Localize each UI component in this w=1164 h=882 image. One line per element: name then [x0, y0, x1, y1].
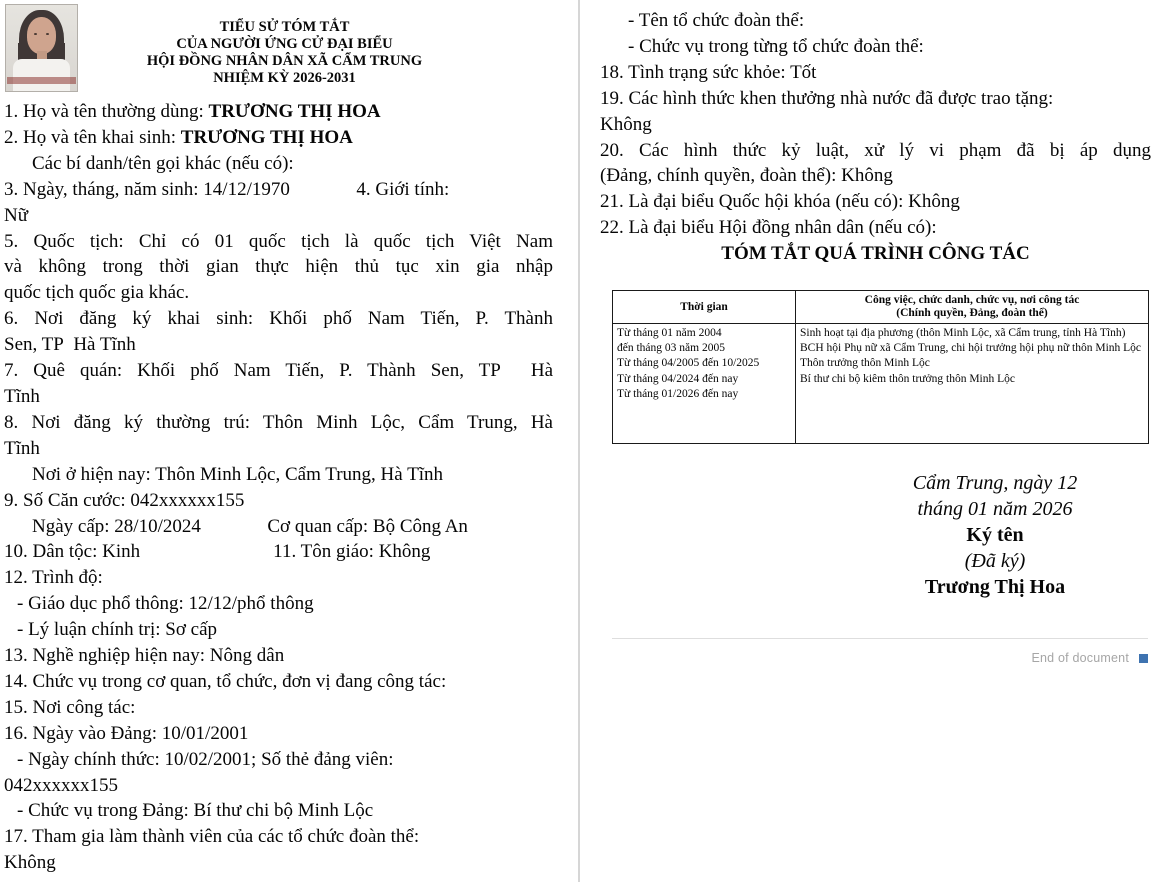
signature-line [845, 548, 1145, 574]
document-text-line [4, 99, 553, 125]
text-segment: - Ngày chính thức: 10/02/2001; Số thẻ đảng viên: [17, 748, 394, 770]
text-segment: 17. Tham gia làm thành viên của các tổ chức đoàn thể: [4, 826, 420, 848]
document-text-line [600, 138, 1151, 164]
title-line [92, 19, 477, 36]
document-text-line [600, 112, 1151, 138]
text-segment: Trương Thị Hoa [924, 576, 1066, 598]
text-segment: - Chức vụ trong từng tổ chức đoàn thể: [628, 35, 924, 57]
document-text-line [4, 850, 553, 876]
signature-block [845, 470, 1145, 600]
document-text-line [4, 747, 553, 773]
text-segment: và không trong thời gian thực hiện thủ tục xin gia nhập [4, 256, 553, 278]
text-segment: 12. Trình độ: [4, 567, 103, 589]
text-segment: Sen, TP Hà Tĩnh [4, 334, 136, 356]
document-text-line [600, 8, 1151, 34]
table-header-line: Công việc, chức danh, chức vụ, nơi công tác [864, 293, 1080, 306]
table-cell-line: Từ tháng 04/2005 đến 10/2025 [617, 357, 760, 370]
photo-shirt [13, 59, 70, 91]
text-segment: 21. Là đại biểu Quốc hội khóa (nếu có): Không [600, 191, 960, 213]
text-segment: Ngày cấp: 28/10/2024 Cơ quan cấp: Bộ Công An [32, 515, 468, 537]
text-segment: 2. Họ và tên khai sinh: [4, 126, 181, 148]
text-segment: HỘI ĐỒNG NHÂN DÂN XÃ CẨM TRUNG [146, 53, 423, 69]
text-segment: Cẩm Trung, ngày 12 [912, 472, 1078, 494]
photo-face [27, 17, 56, 54]
document-text-line [4, 229, 553, 255]
document-text-line [600, 215, 1151, 241]
document-text-line [4, 565, 553, 591]
text-segment: 18. Tình trạng sức khỏe: Tốt [600, 61, 817, 83]
text-segment: NHIỆM KỲ 2026-2031 [213, 70, 356, 86]
text-segment: 7. Quê quán: Khối phố Nam Tiến, P. Thành Sen, TP Hà [4, 360, 553, 382]
document-text-line [4, 436, 553, 462]
table-cell-line: Từ tháng 01 năm 2004 [617, 327, 722, 339]
text-segment: 13. Nghề nghiệp hiện nay: Nông dân [4, 645, 285, 667]
table-cell-line: Từ tháng 01/2026 đến nay [617, 387, 739, 400]
table-header-time: Thời gian [613, 291, 796, 323]
text-segment: 14. Chức vụ trong cơ quan, tổ chức, đơn vị đang công tác: [4, 670, 447, 692]
text-segment: - Chức vụ trong Đảng: Bí thư chi bộ Minh Lộc [17, 800, 374, 822]
text-segment: quốc tịch quốc gia khác. [4, 282, 190, 304]
document-text-line [4, 410, 553, 436]
document-text-line [4, 384, 553, 410]
text-segment: Tĩnh [4, 385, 40, 407]
document-text-line [600, 60, 1151, 86]
document-text-line [4, 773, 553, 799]
text-segment: - Lý luận chính trị: Sơ cấp [17, 619, 218, 641]
document-text-line [4, 280, 553, 306]
text-segment: Không [600, 113, 652, 135]
text-segment: 6. Nơi đăng ký khai sinh: Khối phố Nam Tiến, P. Thành [4, 308, 553, 330]
text-segment: 8. Nơi đăng ký thường trú: Thôn Minh Lộc, Cẩm Trung, Hà [4, 411, 553, 433]
document-title [92, 19, 477, 87]
text-segment: 15. Nơi công tác: [4, 696, 136, 718]
text-segment: 3. Ngày, tháng, năm sinh: 14/12/1970 4. Giới tính: [4, 178, 450, 200]
text-segment: 042xxxxxx155 [4, 774, 118, 796]
text-segment: 22. Là đại biểu Hội đồng nhân dân (nếu có): [600, 217, 937, 239]
text-segment: 9. Số Căn cước: 042xxxxxx155 [4, 489, 245, 511]
document-text-line [4, 306, 553, 332]
end-divider [612, 638, 1148, 639]
left-column [4, 99, 553, 876]
table-header-line: (Chính quyền, Đảng, đoàn thể) [896, 307, 1048, 319]
document-text-line [4, 824, 553, 850]
table-cell-line: đến tháng 03 năm 2005 [617, 342, 725, 355]
work-history-table [612, 290, 1149, 444]
text-segment: TÓM TẮT QUÁ TRÌNH CÔNG TÁC [721, 243, 1030, 265]
text-segment: TRƯƠNG THỊ HOA [180, 126, 353, 148]
document-text-line [4, 695, 553, 721]
end-of-document-label: End of document [1031, 651, 1129, 665]
text-segment: 5. Quốc tịch: Chỉ có 01 quốc tịch là quốc tịch Việt Nam [4, 230, 553, 252]
document-text-line [4, 151, 553, 177]
document-text-line [4, 203, 553, 229]
text-segment: CỦA NGƯỜI ỨNG CỬ ĐẠI BIỂU [176, 36, 393, 52]
document-text-line [4, 514, 553, 540]
text-segment: 1. Họ và tên thường dùng: [4, 101, 209, 122]
signature-line [845, 470, 1145, 496]
table-cell-line: BCH hội Phụ nữ xã Cẩm Trung, chi hội trưởng hội phụ nữ thôn Minh Lộc [800, 342, 1142, 355]
text-segment: (Đã ký) [964, 550, 1026, 572]
document-text-line [4, 591, 553, 617]
document-text-line [4, 539, 553, 565]
photo-eye [34, 33, 37, 35]
document-text-line [4, 358, 553, 384]
text-segment: (Đảng, chính quyền, đoàn thể): Không [600, 165, 893, 187]
text-segment: Ký tên [966, 524, 1024, 546]
table-body-row [613, 324, 1148, 443]
text-segment: TRƯƠNG THỊ HOA [208, 101, 381, 122]
end-of-document-marker-icon [1139, 654, 1148, 663]
text-segment: Các bí danh/tên gọi khác (nếu có): [32, 152, 294, 174]
document-text-line [4, 617, 553, 643]
document-text-line [600, 86, 1151, 112]
title-line [92, 36, 477, 53]
table-cell-line: Thôn trưởng thôn Minh Lộc [800, 357, 930, 370]
table-cell-line: Bí thư chi bộ kiêm thôn trưởng thôn Minh Lộc [800, 372, 1015, 385]
column-divider [578, 0, 580, 882]
document-text-line [4, 125, 553, 151]
table-header-position [796, 291, 1148, 323]
document-text-line [4, 669, 553, 695]
table-cell-time [613, 324, 796, 443]
text-segment: TIỂU SỬ TÓM TẮT [219, 19, 350, 35]
document-text-line [4, 643, 553, 669]
text-segment: 16. Ngày vào Đảng: 10/01/2001 [4, 722, 249, 744]
document-text-line [600, 241, 1151, 267]
text-segment: Nơi ở hiện nay: Thôn Minh Lộc, Cẩm Trung, Hà Tĩnh [32, 463, 443, 485]
table-cell-line: Từ tháng 04/2024 đến nay [617, 372, 739, 385]
document-text-line [4, 254, 553, 280]
signature-line [845, 574, 1145, 600]
table-cell-line: Sinh hoạt tại địa phương (thôn Minh Lộc, xã Cẩm trung, tỉnh Hà Tĩnh) [800, 327, 1126, 339]
right-column [600, 8, 1151, 267]
signature-line [845, 522, 1145, 548]
title-line [92, 53, 477, 70]
text-segment: - Tên tổ chức đoàn thể: [628, 10, 805, 31]
signature-line [845, 496, 1145, 522]
document-text-line [4, 488, 553, 514]
footer [612, 651, 1148, 665]
table-header-row [613, 291, 1148, 324]
document-text-line [600, 34, 1151, 60]
document-text-line [4, 462, 553, 488]
document-text-line [4, 798, 553, 824]
text-segment: tháng 01 năm 2026 [917, 498, 1073, 520]
text-segment: 20. Các hình thức kỷ luật, xử lý vi phạm đã bị áp dụng [600, 139, 1151, 161]
document-text-line [4, 721, 553, 747]
text-segment: - Giáo dục phổ thông: 12/12/phổ thông [17, 593, 314, 615]
table-cell-position [796, 324, 1148, 443]
document-text-line [600, 163, 1151, 189]
text-segment: Không [4, 852, 56, 874]
candidate-photo [5, 4, 78, 92]
photo-watermark [7, 77, 76, 84]
document-text-line [4, 332, 553, 358]
text-segment: 10. Dân tộc: Kinh 11. Tôn giáo: Không [4, 541, 431, 563]
text-segment: 19. Các hình thức khen thưởng nhà nước đã được trao tặng: [600, 87, 1054, 109]
title-line [92, 70, 477, 87]
document-text-line [4, 177, 553, 203]
document-text-line [600, 189, 1151, 215]
text-segment: Nữ [4, 204, 29, 226]
photo-eye [46, 33, 49, 35]
text-segment: Tĩnh [4, 437, 40, 459]
